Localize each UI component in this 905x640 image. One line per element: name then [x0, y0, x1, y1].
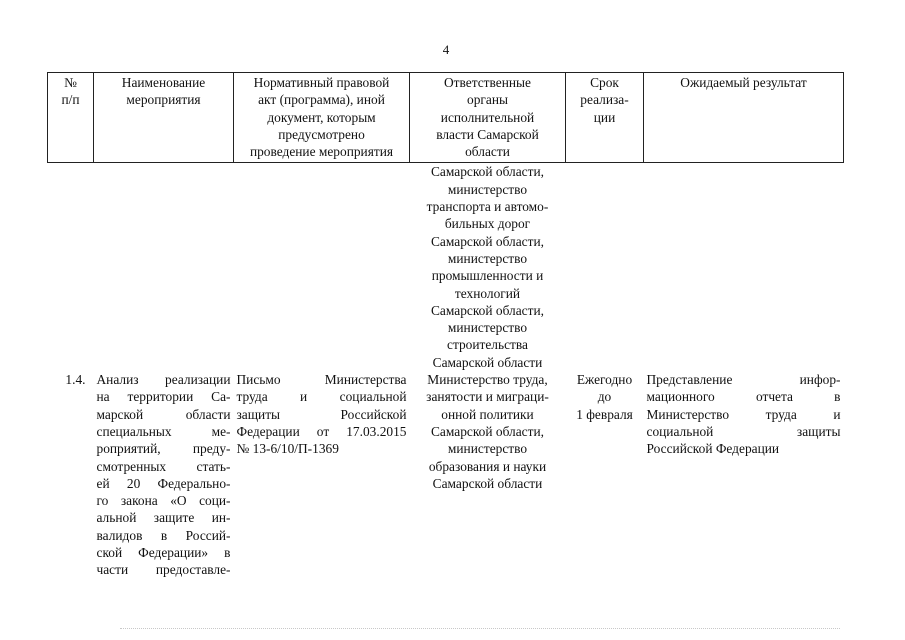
header-text: реализа- — [580, 92, 629, 108]
cell-text: технологий — [454, 285, 521, 301]
header-text: ции — [593, 109, 616, 125]
header-text: Наименование — [121, 75, 206, 90]
cell-term — [566, 163, 644, 371]
cell-name — [94, 163, 234, 371]
header-number — [48, 73, 94, 163]
cell-text: защиты Российской — [236, 406, 407, 422]
cell-result — [644, 163, 844, 371]
header-text: Ответственные — [444, 75, 531, 90]
cell-text: Российской Федерации — [646, 441, 780, 457]
cell-text: строительства — [447, 337, 528, 353]
cell-term — [566, 371, 644, 579]
cell-text: министерство — [447, 441, 528, 457]
cell-text: Письмо Министерства — [236, 372, 407, 388]
header-term — [566, 73, 644, 163]
header-text: предусмотрено — [278, 126, 365, 142]
cell-text: части предоставле- — [96, 562, 231, 578]
table-header-row — [48, 73, 844, 163]
cell-number: 1.4. — [65, 372, 86, 388]
cell-text: смотренных стать- — [96, 458, 231, 474]
cell-text: на территории Са- — [96, 389, 231, 405]
cell-text: Самарской области, — [431, 302, 544, 318]
cell-text: образования и науки — [428, 458, 547, 474]
cell-name — [94, 371, 234, 579]
cell-responsible — [410, 163, 566, 371]
cell-text: министерство — [447, 320, 528, 336]
cell-text: социальной защиты — [646, 423, 841, 439]
header-text: исполнительной — [440, 109, 535, 125]
header-legal-act — [234, 73, 410, 163]
cell-text: министерство — [447, 250, 528, 266]
header-text: области — [465, 144, 510, 160]
cell-text: № 13-6/10/П-1369 — [236, 441, 339, 457]
cell-text: транспорта и автомо- — [426, 199, 549, 215]
cell-text: марской области — [96, 406, 231, 422]
header-text: документ, которым — [267, 109, 376, 125]
cell-text: го закона «О соци- — [96, 493, 231, 509]
scan-artifact-line — [120, 628, 840, 631]
header-responsible — [410, 73, 566, 163]
cell-text: валидов в Россий- — [96, 527, 231, 543]
cell-text: Представление инфор- — [646, 372, 841, 388]
header-text: п/п — [61, 92, 80, 108]
cell-text: до — [597, 389, 612, 405]
cell-text: 1 февраля — [576, 406, 633, 422]
cell-text: ской Федерации» в — [96, 545, 231, 561]
header-measure-name — [94, 73, 234, 163]
cell-text: мационного отчета в — [646, 389, 841, 405]
cell-act — [234, 371, 410, 579]
header-text: мероприятия — [126, 92, 201, 108]
header-text: проведение мероприятия — [249, 144, 394, 160]
cell-number — [48, 163, 94, 371]
cell-result — [644, 371, 844, 579]
header-text: органы — [467, 92, 508, 108]
cell-text: Самарской области, — [431, 164, 544, 180]
cell-text: бильных дорог — [444, 216, 531, 232]
cell-responsible — [410, 371, 566, 579]
cell-text: Федерации от 17.03.2015 — [236, 423, 407, 439]
table-row-continuation — [48, 163, 844, 371]
measures-table — [47, 72, 844, 579]
cell-text: Ежегодно — [576, 372, 633, 388]
cell-text: ей 20 Федерально- — [96, 475, 231, 491]
cell-text: альной защите ин- — [96, 510, 231, 526]
header-text: Ожидаемый результат — [680, 75, 807, 90]
header-text: акт (программа), иной — [258, 92, 385, 108]
cell-text: Анализ реализации — [96, 372, 231, 388]
cell-text: Министерство труда, — [427, 372, 548, 388]
cell-text: специальных ме- — [96, 423, 231, 439]
cell-text: роприятий, преду- — [96, 441, 231, 457]
table-row-1-4 — [48, 371, 844, 579]
cell-text: занятости и миграци- — [426, 389, 549, 405]
page-number: 4 — [442, 42, 450, 57]
cell-text: онной политики — [441, 406, 534, 422]
header-text: Нормативный правовой — [253, 75, 390, 90]
cell-text: Самарской области — [432, 475, 543, 491]
cell-text: промышленности и — [431, 268, 544, 284]
cell-text: труда и социальной — [236, 389, 407, 405]
header-expected-result — [644, 73, 844, 163]
header-text: № — [64, 75, 77, 90]
cell-text: Самарской области — [432, 354, 543, 370]
cell-text: Министерство труда и — [646, 406, 841, 422]
cell-text: Самарской области, — [431, 233, 544, 249]
cell-act — [234, 163, 410, 371]
cell-text: министерство — [447, 181, 528, 197]
cell-text: Самарской области, — [431, 423, 544, 439]
header-text: власти Самарской — [436, 126, 539, 142]
header-text: Срок — [590, 75, 619, 90]
